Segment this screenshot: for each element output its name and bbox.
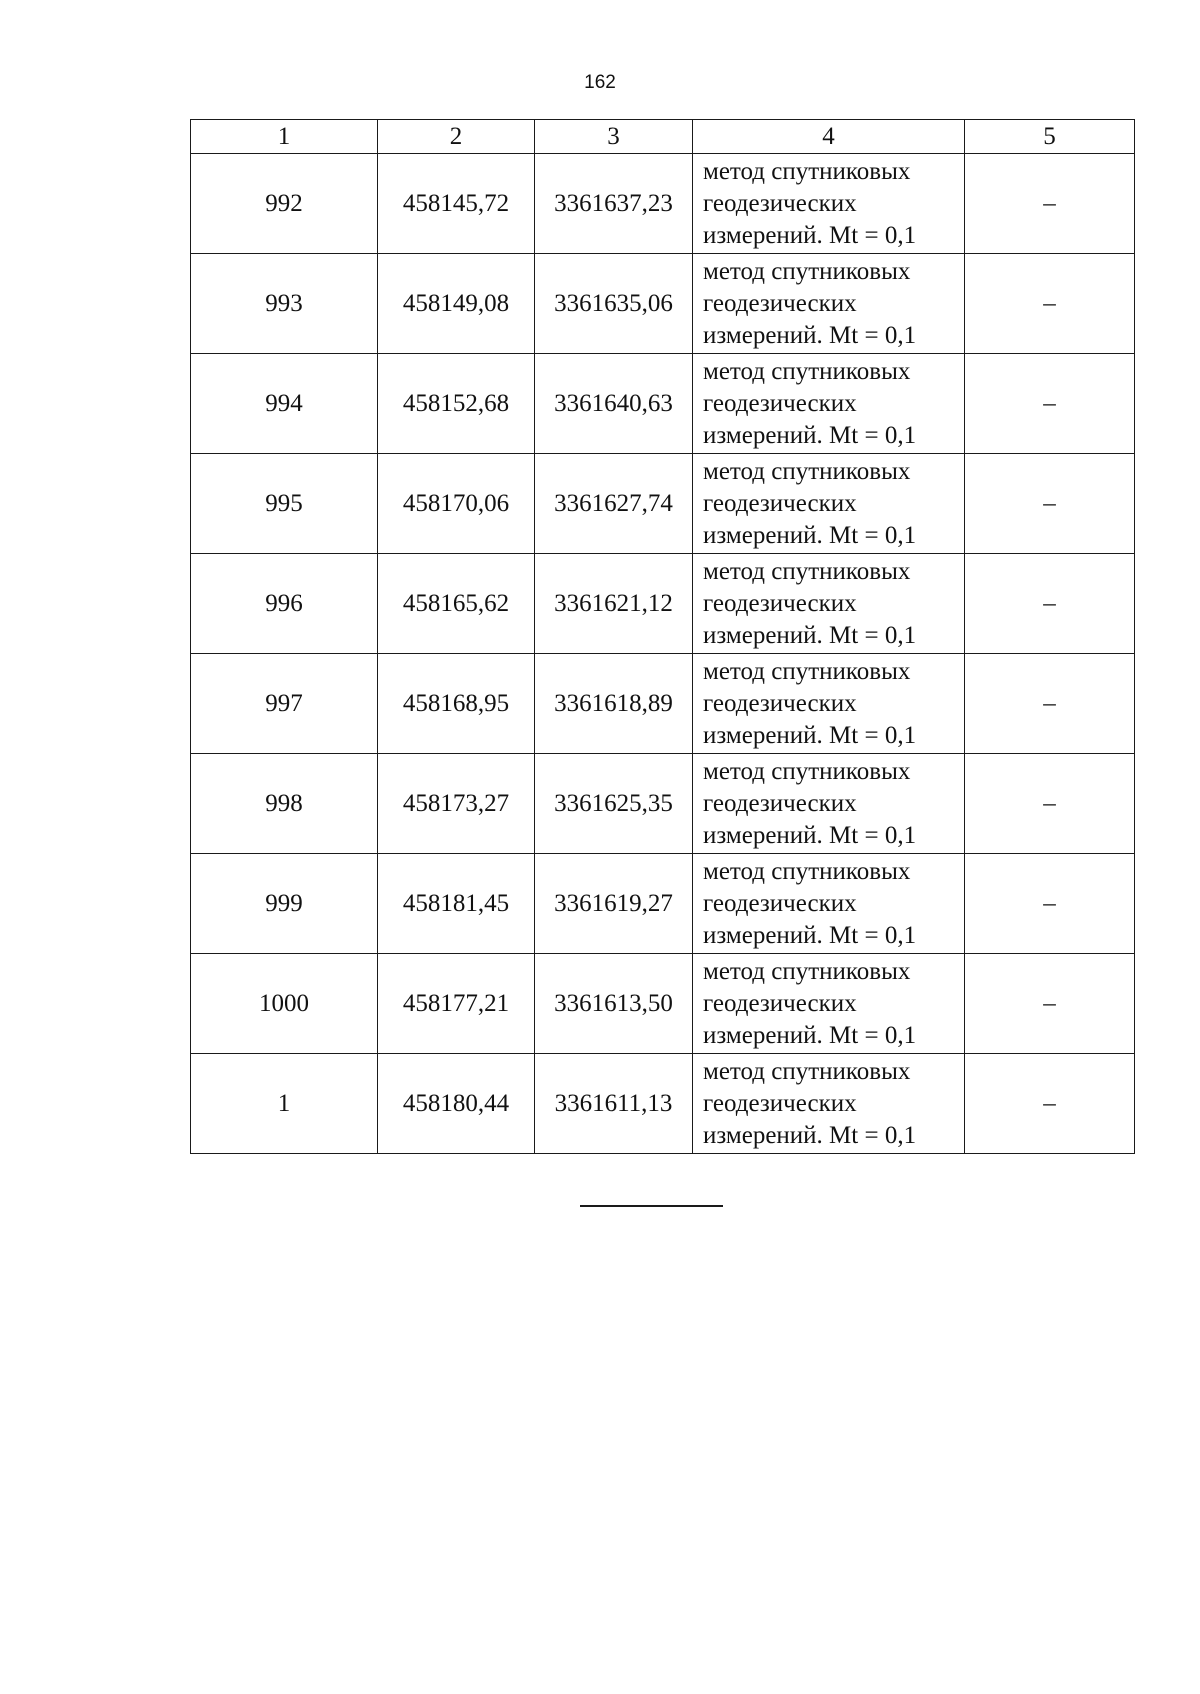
header-col-5: 5 xyxy=(965,120,1135,154)
method-line: измерений. Mt = 0,1 xyxy=(703,221,917,249)
method-line: метод спутниковых xyxy=(703,357,911,385)
method-line: измерений. Mt = 0,1 xyxy=(703,521,917,549)
header-row xyxy=(191,120,1135,154)
point-number: 998 xyxy=(191,754,378,854)
y-coordinate: 3361618,89 xyxy=(535,654,693,754)
table-row xyxy=(191,954,1135,1054)
point-number: 997 xyxy=(191,654,378,754)
note-cell: – xyxy=(965,454,1135,554)
method-line: измерений. Mt = 0,1 xyxy=(703,1021,917,1049)
point-number: 994 xyxy=(191,354,378,454)
y-coordinate: 3361619,27 xyxy=(535,854,693,954)
x-coordinate: 458165,62 xyxy=(378,554,535,654)
method-line: метод спутниковых xyxy=(703,757,911,785)
method-cell xyxy=(693,654,965,754)
table-row xyxy=(191,854,1135,954)
point-number: 993 xyxy=(191,254,378,354)
x-coordinate: 458168,95 xyxy=(378,654,535,754)
method-line: измерений. Mt = 0,1 xyxy=(703,921,917,949)
header-col-2: 2 xyxy=(378,120,535,154)
y-coordinate: 3361613,50 xyxy=(535,954,693,1054)
x-coordinate: 458181,45 xyxy=(378,854,535,954)
table-row xyxy=(191,554,1135,654)
method-cell xyxy=(693,354,965,454)
method-line: метод спутниковых xyxy=(703,557,911,585)
method-line: геодезических xyxy=(703,689,857,717)
y-coordinate: 3361621,12 xyxy=(535,554,693,654)
note-cell: – xyxy=(965,354,1135,454)
method-cell xyxy=(693,954,965,1054)
table-row xyxy=(191,454,1135,554)
x-coordinate: 458177,21 xyxy=(378,954,535,1054)
method-line: измерений. Mt = 0,1 xyxy=(703,321,917,349)
x-coordinate: 458170,06 xyxy=(378,454,535,554)
method-line: метод спутниковых xyxy=(703,257,911,285)
y-coordinate: 3361637,23 xyxy=(535,154,693,254)
method-line: геодезических xyxy=(703,789,857,817)
method-line: геодезических xyxy=(703,289,857,317)
method-line: измерений. Mt = 0,1 xyxy=(703,1121,917,1149)
note-cell: – xyxy=(965,954,1135,1054)
note-cell: – xyxy=(965,754,1135,854)
coordinates-table xyxy=(190,119,1135,1154)
table-row xyxy=(191,154,1135,254)
table-row xyxy=(191,1054,1135,1154)
note-cell: – xyxy=(965,1054,1135,1154)
method-cell xyxy=(693,554,965,654)
x-coordinate: 458149,08 xyxy=(378,254,535,354)
table-row xyxy=(191,754,1135,854)
point-number: 999 xyxy=(191,854,378,954)
method-line: измерений. Mt = 0,1 xyxy=(703,421,917,449)
method-line: геодезических xyxy=(703,1089,857,1117)
x-coordinate: 458173,27 xyxy=(378,754,535,854)
method-line: геодезических xyxy=(703,489,857,517)
method-line: измерений. Mt = 0,1 xyxy=(703,721,917,749)
point-number: 992 xyxy=(191,154,378,254)
method-line: измерений. Mt = 0,1 xyxy=(703,821,917,849)
table-row xyxy=(191,354,1135,454)
method-line: геодезических xyxy=(703,189,857,217)
method-line: метод спутниковых xyxy=(703,1057,911,1085)
method-cell xyxy=(693,254,965,354)
end-of-section-rule xyxy=(580,1205,723,1207)
method-line: метод спутниковых xyxy=(703,657,911,685)
method-line: геодезических xyxy=(703,889,857,917)
point-number: 996 xyxy=(191,554,378,654)
method-line: метод спутниковых xyxy=(703,957,911,985)
table-row xyxy=(191,654,1135,754)
method-cell xyxy=(693,854,965,954)
header-col-4: 4 xyxy=(693,120,965,154)
y-coordinate: 3361640,63 xyxy=(535,354,693,454)
x-coordinate: 458145,72 xyxy=(378,154,535,254)
method-line: геодезических xyxy=(703,389,857,417)
method-cell xyxy=(693,1054,965,1154)
page-number: 162 xyxy=(584,72,616,93)
table-header xyxy=(191,120,1135,154)
y-coordinate: 3361627,74 xyxy=(535,454,693,554)
y-coordinate: 3361611,13 xyxy=(535,1054,693,1154)
note-cell: – xyxy=(965,154,1135,254)
point-number: 1000 xyxy=(191,954,378,1054)
method-cell xyxy=(693,454,965,554)
method-line: метод спутниковых xyxy=(703,157,911,185)
method-line: геодезических xyxy=(703,989,857,1017)
method-line: геодезических xyxy=(703,589,857,617)
method-line: измерений. Mt = 0,1 xyxy=(703,621,917,649)
point-number: 995 xyxy=(191,454,378,554)
table-body xyxy=(191,154,1135,1154)
method-line: метод спутниковых xyxy=(703,857,911,885)
note-cell: – xyxy=(965,854,1135,954)
point-number: 1 xyxy=(191,1054,378,1154)
y-coordinate: 3361625,35 xyxy=(535,754,693,854)
note-cell: – xyxy=(965,254,1135,354)
header-col-3: 3 xyxy=(535,120,693,154)
method-cell xyxy=(693,154,965,254)
method-cell xyxy=(693,754,965,854)
note-cell: – xyxy=(965,554,1135,654)
x-coordinate: 458152,68 xyxy=(378,354,535,454)
header-col-1: 1 xyxy=(191,120,378,154)
table-row xyxy=(191,254,1135,354)
method-line: метод спутниковых xyxy=(703,457,911,485)
note-cell: – xyxy=(965,654,1135,754)
x-coordinate: 458180,44 xyxy=(378,1054,535,1154)
y-coordinate: 3361635,06 xyxy=(535,254,693,354)
